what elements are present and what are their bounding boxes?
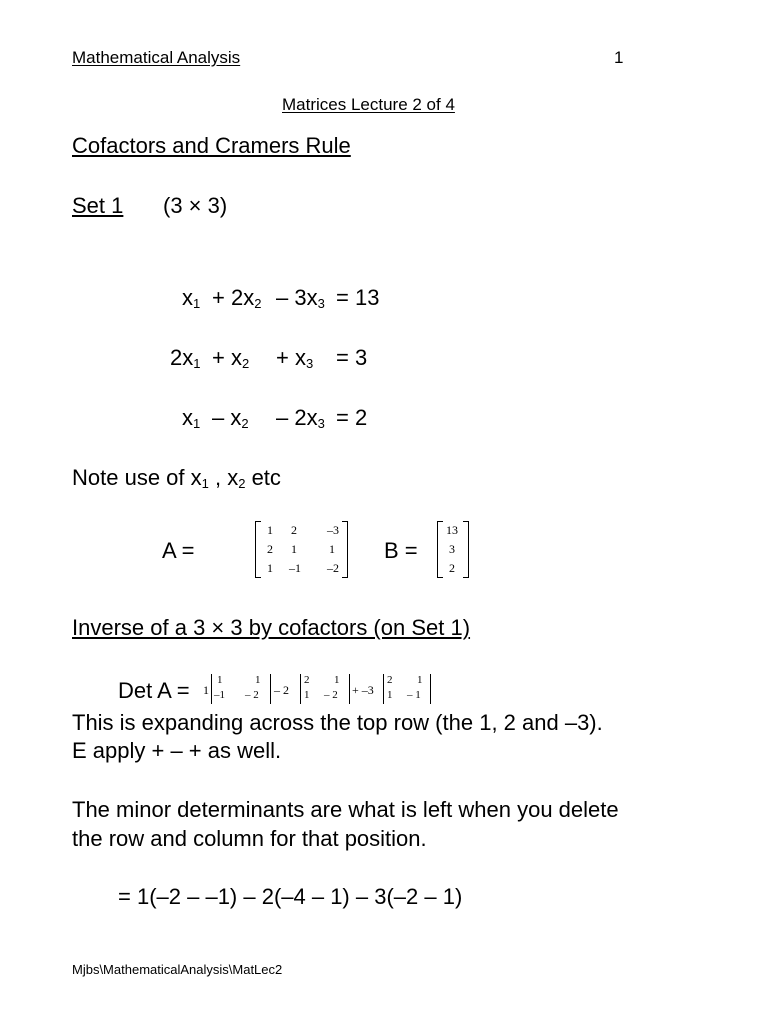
note-line (72, 465, 281, 491)
subscript: 2 (241, 416, 249, 431)
left-bracket (255, 521, 261, 578)
page-number: 1 (614, 48, 624, 67)
matrix-cell: –3 (327, 523, 339, 537)
matrix-a (255, 521, 348, 578)
det-bar (211, 674, 212, 704)
det-cell: 2 (304, 674, 310, 686)
subscript: 3 (317, 296, 325, 311)
result-expression: = 1(–2 – –1) – 2(–4 – 1) – 3(–2 – 1) (118, 884, 463, 909)
right-bracket (342, 521, 348, 578)
note-text: , x (208, 465, 239, 490)
det-cell: 1 (417, 674, 423, 686)
paragraph-line: the row and column for that position. (72, 826, 427, 851)
term: x (182, 405, 193, 430)
det-bar (383, 674, 384, 704)
det-cell: 1 (217, 674, 223, 686)
course-title: Mathematical Analysis (72, 48, 241, 67)
det-cell: 2 (387, 674, 393, 686)
term: – x (212, 405, 242, 430)
matrix-cell: 2 (291, 523, 297, 537)
matrix-cell: 2 (267, 542, 273, 556)
paragraph-line: This is expanding across the top row (the 1, 2 and –3). (72, 710, 603, 735)
det-cell: – 2 (324, 689, 338, 701)
matrix-cell: 3 (449, 542, 455, 556)
matrix-cell: 1 (329, 542, 335, 556)
term: + x (276, 345, 306, 370)
term: x (182, 285, 193, 310)
det-bar (430, 674, 431, 704)
det-cell: 1 (334, 674, 340, 686)
det-cell: – 2 (245, 689, 259, 701)
det-bar (300, 674, 301, 704)
matrix-a-label: A = (162, 538, 195, 563)
matrix-cell: 1 (267, 561, 273, 575)
rhs: = 3 (336, 345, 368, 370)
subscript: 1 (193, 356, 201, 371)
paragraph-line: E apply + – + as well. (72, 738, 282, 763)
subscript: 3 (317, 416, 325, 431)
term: + 2x (212, 285, 255, 310)
det-cell: 1 (255, 674, 261, 686)
section-title: Cofactors and Cramers Rule (72, 133, 351, 158)
subscript: 2 (241, 356, 250, 371)
minor-determinant-2 (300, 674, 350, 704)
det-cell: –1 (214, 689, 225, 701)
det-bar (270, 674, 271, 704)
note-text: Note use of x (72, 465, 202, 490)
subscript: 1 (201, 476, 209, 491)
matrix-cell: 13 (446, 523, 458, 537)
det-label: Det A = (118, 678, 190, 703)
subscript: 1 (193, 296, 201, 311)
lecture-title: Matrices Lecture 2 of 4 (282, 95, 455, 114)
matrix-cell: –1 (289, 561, 301, 575)
note-text: etc (245, 465, 281, 490)
term: – 2x (276, 405, 318, 430)
rhs: = 2 (336, 405, 368, 430)
set-size: (3 × 3) (163, 193, 228, 218)
term: 2x (170, 345, 194, 370)
det-cell: 1 (304, 689, 310, 701)
matrix-cell: 1 (291, 542, 297, 556)
paragraph-line: The minor determinants are what is left when you delete (72, 797, 619, 822)
term: + x (212, 345, 242, 370)
det-coefficient: 1 (203, 683, 209, 697)
det-bar (349, 674, 350, 704)
footer-path: Mjbs\MathematicalAnalysis\MatLec2 (72, 962, 283, 977)
det-cell: 1 (387, 689, 393, 701)
matrix-b (437, 521, 469, 578)
set-label: Set 1 (72, 193, 124, 218)
det-cell: – 1 (407, 689, 421, 701)
minor-determinant-3 (383, 674, 431, 704)
inverse-heading: Inverse of a 3 × 3 by cofactors (on Set 1) (72, 615, 471, 640)
matrix-b-label: B = (384, 538, 418, 563)
subscript: 2 (254, 296, 262, 311)
det-coefficient: – 2 (274, 683, 289, 697)
matrix-cell: 1 (267, 523, 273, 537)
subscript: 2 (238, 476, 246, 491)
rhs: = 13 (336, 285, 380, 310)
subscript: 3 (305, 356, 314, 371)
right-bracket (463, 521, 469, 578)
det-coefficient: + –3 (352, 683, 374, 697)
term: – 3x (276, 285, 318, 310)
subscript: 1 (193, 416, 201, 431)
matrix-cell: 2 (449, 561, 455, 575)
minor-determinant-1 (211, 674, 271, 704)
matrix-cell: –2 (327, 561, 339, 575)
